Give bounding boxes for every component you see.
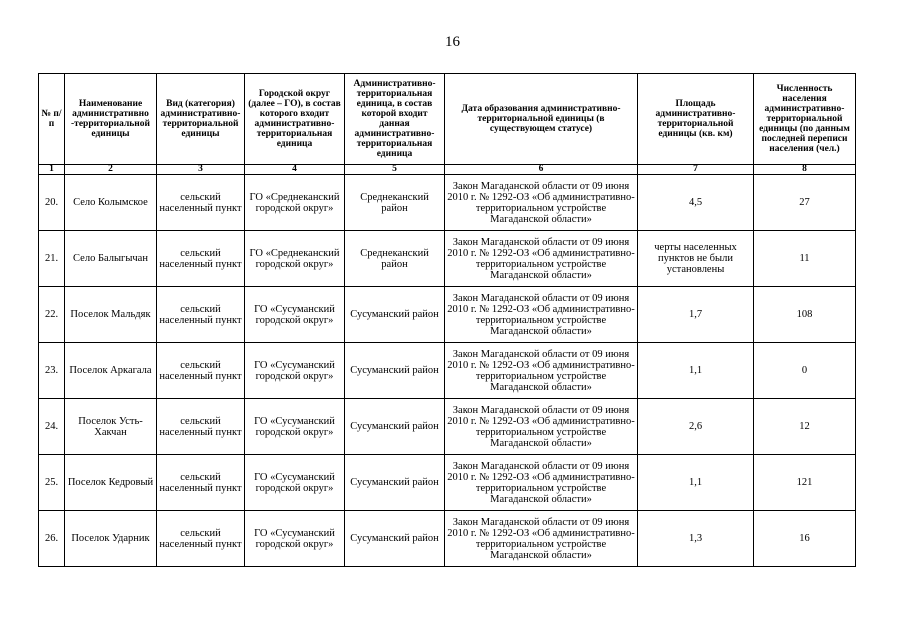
column-number: 5 bbox=[345, 165, 445, 175]
parent-unit: Среднеканский район bbox=[345, 231, 445, 287]
column-number: 3 bbox=[157, 165, 245, 175]
unit-name: Поселок Усть-Хакчан bbox=[65, 399, 157, 455]
table-row bbox=[39, 511, 856, 567]
column-number: 2 bbox=[65, 165, 157, 175]
formation-date: Закон Магаданской области от 09 июня 2010 г. № 1292-ОЗ «Об административно-территориальном устройстве Магаданской области» bbox=[445, 175, 638, 231]
column-number: 1 bbox=[39, 165, 65, 175]
header-urban-district: Городской округ (далее – ГО), в состав которого входит административно-территориальная единица bbox=[245, 74, 345, 165]
unit-category: сельский населенный пункт bbox=[157, 231, 245, 287]
unit-name: Поселок Ударник bbox=[65, 511, 157, 567]
column-number: 4 bbox=[245, 165, 345, 175]
formation-date: Закон Магаданской области от 09 июня 2010 г. № 1292-ОЗ «Об административно-территориальном устройстве Магаданской области» bbox=[445, 455, 638, 511]
area: 1,1 bbox=[638, 343, 754, 399]
formation-date: Закон Магаданской области от 09 июня 2010 г. № 1292-ОЗ «Об административно-территориальном устройстве Магаданской области» bbox=[445, 511, 638, 567]
unit-category: сельский населенный пункт bbox=[157, 399, 245, 455]
row-number: 20. bbox=[39, 175, 65, 231]
formation-date: Закон Магаданской области от 09 июня 2010 г. № 1292-ОЗ «Об административно-территориальном устройстве Магаданской области» bbox=[445, 231, 638, 287]
population: 0 bbox=[754, 343, 856, 399]
formation-date: Закон Магаданской области от 09 июня 2010 г. № 1292-ОЗ «Об административно-территориальном устройстве Магаданской области» bbox=[445, 343, 638, 399]
row-number: 21. bbox=[39, 231, 65, 287]
column-number: 7 bbox=[638, 165, 754, 175]
area: 4,5 bbox=[638, 175, 754, 231]
header-formation-date: Дата образования административно-территориальной единицы (в существующем статусе) bbox=[445, 74, 638, 165]
unit-category: сельский населенный пункт bbox=[157, 511, 245, 567]
unit-category: сельский населенный пункт bbox=[157, 343, 245, 399]
row-number: 24. bbox=[39, 399, 65, 455]
population: 27 bbox=[754, 175, 856, 231]
parent-unit: Сусуманский район bbox=[345, 287, 445, 343]
parent-unit: Сусуманский район bbox=[345, 343, 445, 399]
table-row bbox=[39, 231, 856, 287]
unit-category: сельский населенный пункт bbox=[157, 455, 245, 511]
unit-category: сельский населенный пункт bbox=[157, 287, 245, 343]
parent-unit: Сусуманский район bbox=[345, 399, 445, 455]
area: черты населенных пунктов не были установлены bbox=[638, 231, 754, 287]
column-number-row bbox=[39, 165, 856, 175]
unit-category: сельский населенный пункт bbox=[157, 175, 245, 231]
header-population: Численность населения административно-территориальной единицы (по данным последней переписи населения (чел.) bbox=[754, 74, 856, 165]
population: 121 bbox=[754, 455, 856, 511]
area: 1,3 bbox=[638, 511, 754, 567]
unit-name: Село Колымское bbox=[65, 175, 157, 231]
registry-table bbox=[38, 73, 856, 567]
area: 1,1 bbox=[638, 455, 754, 511]
population: 16 bbox=[754, 511, 856, 567]
page-number: 16 bbox=[445, 34, 460, 50]
header-number: № п/п bbox=[39, 74, 65, 165]
header-row bbox=[39, 74, 856, 165]
header-name: Наименование административно -территориальной единицы bbox=[65, 74, 157, 165]
table-row bbox=[39, 399, 856, 455]
column-number: 8 bbox=[754, 165, 856, 175]
column-number: 6 bbox=[445, 165, 638, 175]
table-row bbox=[39, 455, 856, 511]
row-number: 26. bbox=[39, 511, 65, 567]
population: 12 bbox=[754, 399, 856, 455]
urban-district: ГО «Сусуманский городской округ» bbox=[245, 399, 345, 455]
header-parent-unit: Административно-территориальная единица, в состав которой входит данная административно-территориальная единица bbox=[345, 74, 445, 165]
parent-unit: Среднеканский район bbox=[345, 175, 445, 231]
formation-date: Закон Магаданской области от 09 июня 2010 г. № 1292-ОЗ «Об административно-территориальном устройстве Магаданской области» bbox=[445, 287, 638, 343]
unit-name: Село Балыгычан bbox=[65, 231, 157, 287]
population: 108 bbox=[754, 287, 856, 343]
population: 11 bbox=[754, 231, 856, 287]
formation-date: Закон Магаданской области от 09 июня 2010 г. № 1292-ОЗ «Об административно-территориальном устройстве Магаданской области» bbox=[445, 399, 638, 455]
urban-district: ГО «Среднеканский городской округ» bbox=[245, 231, 345, 287]
row-number: 23. bbox=[39, 343, 65, 399]
table-row bbox=[39, 175, 856, 231]
urban-district: ГО «Сусуманский городской округ» bbox=[245, 343, 345, 399]
table-row bbox=[39, 287, 856, 343]
parent-unit: Сусуманский район bbox=[345, 455, 445, 511]
row-number: 22. bbox=[39, 287, 65, 343]
area: 1,7 bbox=[638, 287, 754, 343]
parent-unit: Сусуманский район bbox=[345, 511, 445, 567]
urban-district: ГО «Среднеканский городской округ» bbox=[245, 175, 345, 231]
header-area: Площадь административно-территориальной единицы (кв. км) bbox=[638, 74, 754, 165]
table-row bbox=[39, 343, 856, 399]
row-number: 25. bbox=[39, 455, 65, 511]
unit-name: Поселок Аркагала bbox=[65, 343, 157, 399]
unit-name: Поселок Мальдяк bbox=[65, 287, 157, 343]
urban-district: ГО «Сусуманский городской округ» bbox=[245, 287, 345, 343]
area: 2,6 bbox=[638, 399, 754, 455]
urban-district: ГО «Сусуманский городской округ» bbox=[245, 455, 345, 511]
header-category: Вид (категория) административно-территориальной единицы bbox=[157, 74, 245, 165]
urban-district: ГО «Сусуманский городской округ» bbox=[245, 511, 345, 567]
unit-name: Поселок Кедровый bbox=[65, 455, 157, 511]
